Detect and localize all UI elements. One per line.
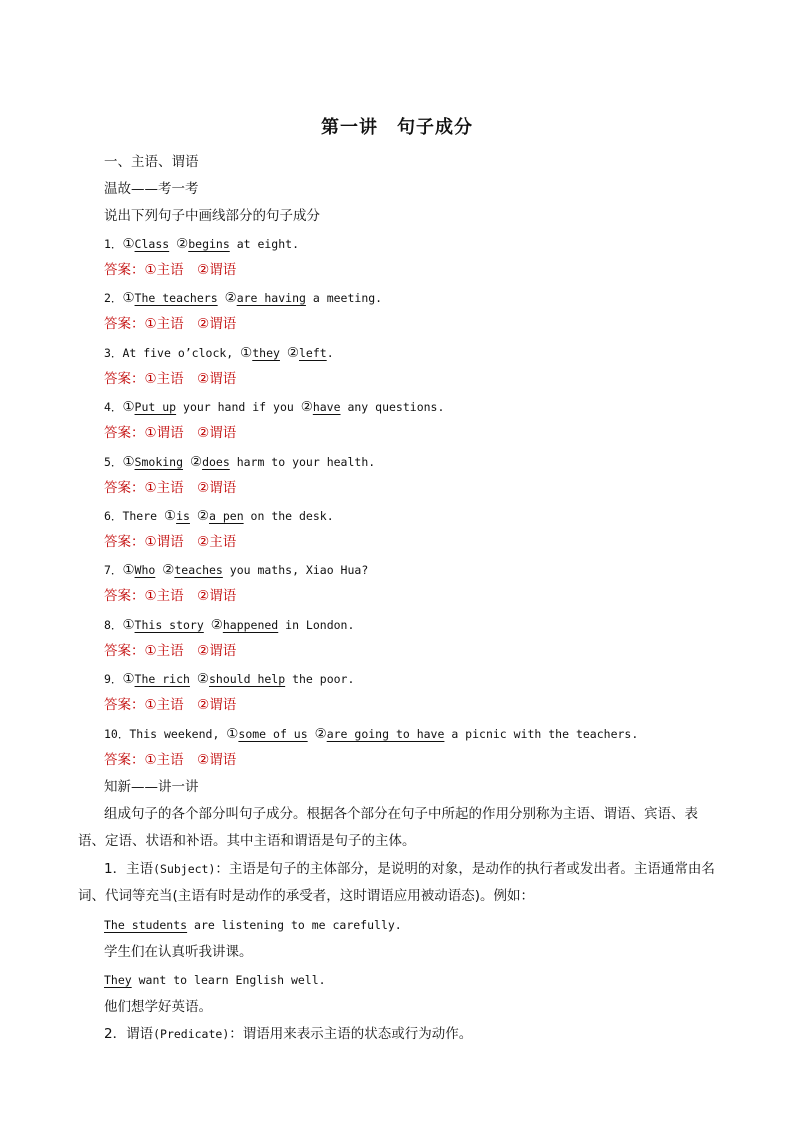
subject-text: ：主语是句子的主体部分，是说明的对象，是动作的执行者或发出者。主语通常由名词、代词等充当(主语有时是动作的承受者，这时谓语应用被动语态)。例如： [78,861,715,904]
question-number: 10． [104,726,130,741]
answer-line [104,260,236,280]
underlined-part-1: Who [134,563,156,578]
predicate-lead: 2．谓语 [104,1026,154,1042]
learn-new-heading: 知新——讲一讲 [104,779,199,795]
question-text: any questions. [340,400,445,415]
example-2-rest: want to learn English well. [131,973,326,987]
underlined-part-1: they [252,345,280,360]
answer-value: ①主语 ②谓语 [144,588,237,605]
underlined-part-2: should help [208,672,286,687]
answer-line [104,532,236,552]
instruction-text: 说出下列句子中画线部分的句子成分 [104,208,320,224]
answer-value: ①主语 ②谓语 [144,642,237,659]
answer-line [104,641,236,661]
marker-2: ② [210,616,223,633]
answer-line [104,695,236,715]
example-sentence-2 [104,970,326,991]
underlined-part-2: are going to have [326,726,445,741]
exercise-question [104,560,368,581]
question-number: 8． [104,617,123,632]
answer-line [104,423,236,443]
question-number: 1． [104,237,123,251]
marker-2: ② [314,725,327,742]
marker-2: ② [162,562,175,579]
marker-1: ① [240,344,253,361]
marker-2: ② [189,453,203,470]
predicate-text: ：谓语用来表示主语的状态或行为动作。 [229,1026,473,1042]
underlined-part-2: are having [236,291,306,306]
exercise-question [104,234,299,255]
answer-value: ①主语 ②谓语 [144,697,237,714]
predicate-line [104,1024,472,1045]
exercise-question [104,288,382,309]
marker-1: ① [122,236,135,252]
question-number: 5． [104,454,123,469]
answer-label: 答案： [104,262,145,278]
exercise-question [104,397,444,418]
marker-1: ① [122,453,135,470]
marker-1: ① [122,290,135,307]
exercise-question [104,506,334,527]
section-heading: 一、主语、谓语 [104,154,199,170]
question-text: This weekend, [129,726,227,741]
answer-value: ①谓语 ②谓语 [144,425,237,442]
question-text [218,291,225,305]
underlined-part-1: Class [134,237,170,251]
warmup-heading: 温故——考一考 [104,181,199,197]
underlined-part-2: a pen [209,509,244,523]
answer-label: 答案： [104,588,145,605]
subject-english: (Subject) [153,862,216,876]
marker-1: ① [122,562,135,579]
underlined-part-1: some of us [238,726,308,741]
question-text [204,618,211,632]
underlined-part-2: have [312,400,341,415]
underlined-part-1: The rich [134,672,190,687]
answer-label: 答案： [104,316,145,333]
answer-value: ①主语 ②谓语 [144,751,237,768]
answer-line [104,314,236,334]
answer-label: 答案： [104,425,145,442]
example-1-rest: are listening to me carefully. [187,918,402,932]
marker-1: ① [122,671,135,688]
question-number: 7． [104,563,123,578]
exercise-question [104,615,354,636]
answer-line [104,750,236,770]
underlined-part-1: The teachers [134,291,218,306]
question-text: the poor. [285,672,355,687]
exercise-question [104,724,638,745]
marker-2: ② [300,399,313,416]
marker-2: ② [196,508,209,524]
question-text: on the desk. [243,509,334,523]
marker-2: ② [224,290,237,307]
answer-line [104,478,236,498]
predicate-english: (Predicate) [153,1027,230,1041]
question-text: a meeting. [305,291,383,306]
underlined-part-2: happened [222,617,279,632]
question-text: harm to your health. [229,454,376,469]
example-1-underlined: The students [104,918,188,932]
answer-line [104,586,236,606]
question-text [280,346,287,360]
underlined-part-1: Put up [134,400,177,415]
intro-paragraph: 组成句子的各个部分叫句子成分。根据各个部分在句子中所起的作用分别称为主语、谓语、宾语、表语、定语、状语和补语。其中主语和谓语是句子的主体。 [78,806,698,849]
question-text [308,727,315,741]
marker-1: ① [163,508,177,524]
example-sentence-1 [104,915,402,936]
question-number: 4． [104,400,123,415]
question-number: 9． [104,672,123,687]
example-translation-2: 他们想学好英语。 [104,999,212,1015]
question-text: you maths, Xiao Hua? [222,563,369,578]
answer-line [104,369,236,389]
question-text: At five o’clock, [122,345,241,360]
marker-1: ① [226,725,239,742]
question-text: . [326,345,334,360]
underlined-part-1: This story [134,617,204,632]
underlined-part-2: begins [188,237,230,251]
underlined-part-2: left [299,345,327,360]
answer-value: ①谓语 ②主语 [144,534,237,550]
answer-value: ①主语 ②谓语 [144,370,237,387]
underlined-part-1: Smoking [134,454,184,469]
exercise-question [104,669,354,690]
question-text [190,509,197,523]
example-2-underlined: They [104,973,132,987]
exercise-question [104,452,375,473]
question-text: at eight. [229,237,300,251]
marker-2: ② [286,344,299,361]
marker-2: ② [196,671,209,688]
answer-label: 答案： [104,751,145,768]
underlined-part-2: does [202,454,230,469]
question-text [183,455,190,469]
question-number: 2． [104,291,123,306]
subject-lead: 1．主语 [104,861,154,877]
underlined-part-2: teaches [174,563,223,578]
marker-1: ① [122,399,135,416]
example-translation-1: 学生们在认真听我讲课。 [104,944,253,960]
answer-value: ①主语 ②谓语 [144,479,237,496]
answer-label: 答案： [104,642,145,659]
page-title: 第一讲 句子成分 [321,117,473,138]
answer-label: 答案： [104,534,145,550]
exercise-question [104,343,334,364]
marker-2: ② [176,236,189,252]
question-text: There [122,509,164,523]
question-text [190,672,197,686]
answer-label: 答案： [104,479,145,496]
underlined-part-1: is [176,509,190,523]
answer-value: ①主语 ②谓语 [144,262,237,278]
question-text: in London. [278,617,355,632]
subject-paragraph [78,856,718,910]
answer-label: 答案： [104,370,145,387]
question-text: your hand if you [176,400,301,415]
question-number: 3． [104,345,123,360]
question-number: 6． [104,509,123,523]
question-text: a picnic with the teachers. [444,726,639,741]
marker-1: ① [122,616,135,633]
answer-label: 答案： [104,697,145,714]
answer-value: ①主语 ②谓语 [144,316,237,333]
